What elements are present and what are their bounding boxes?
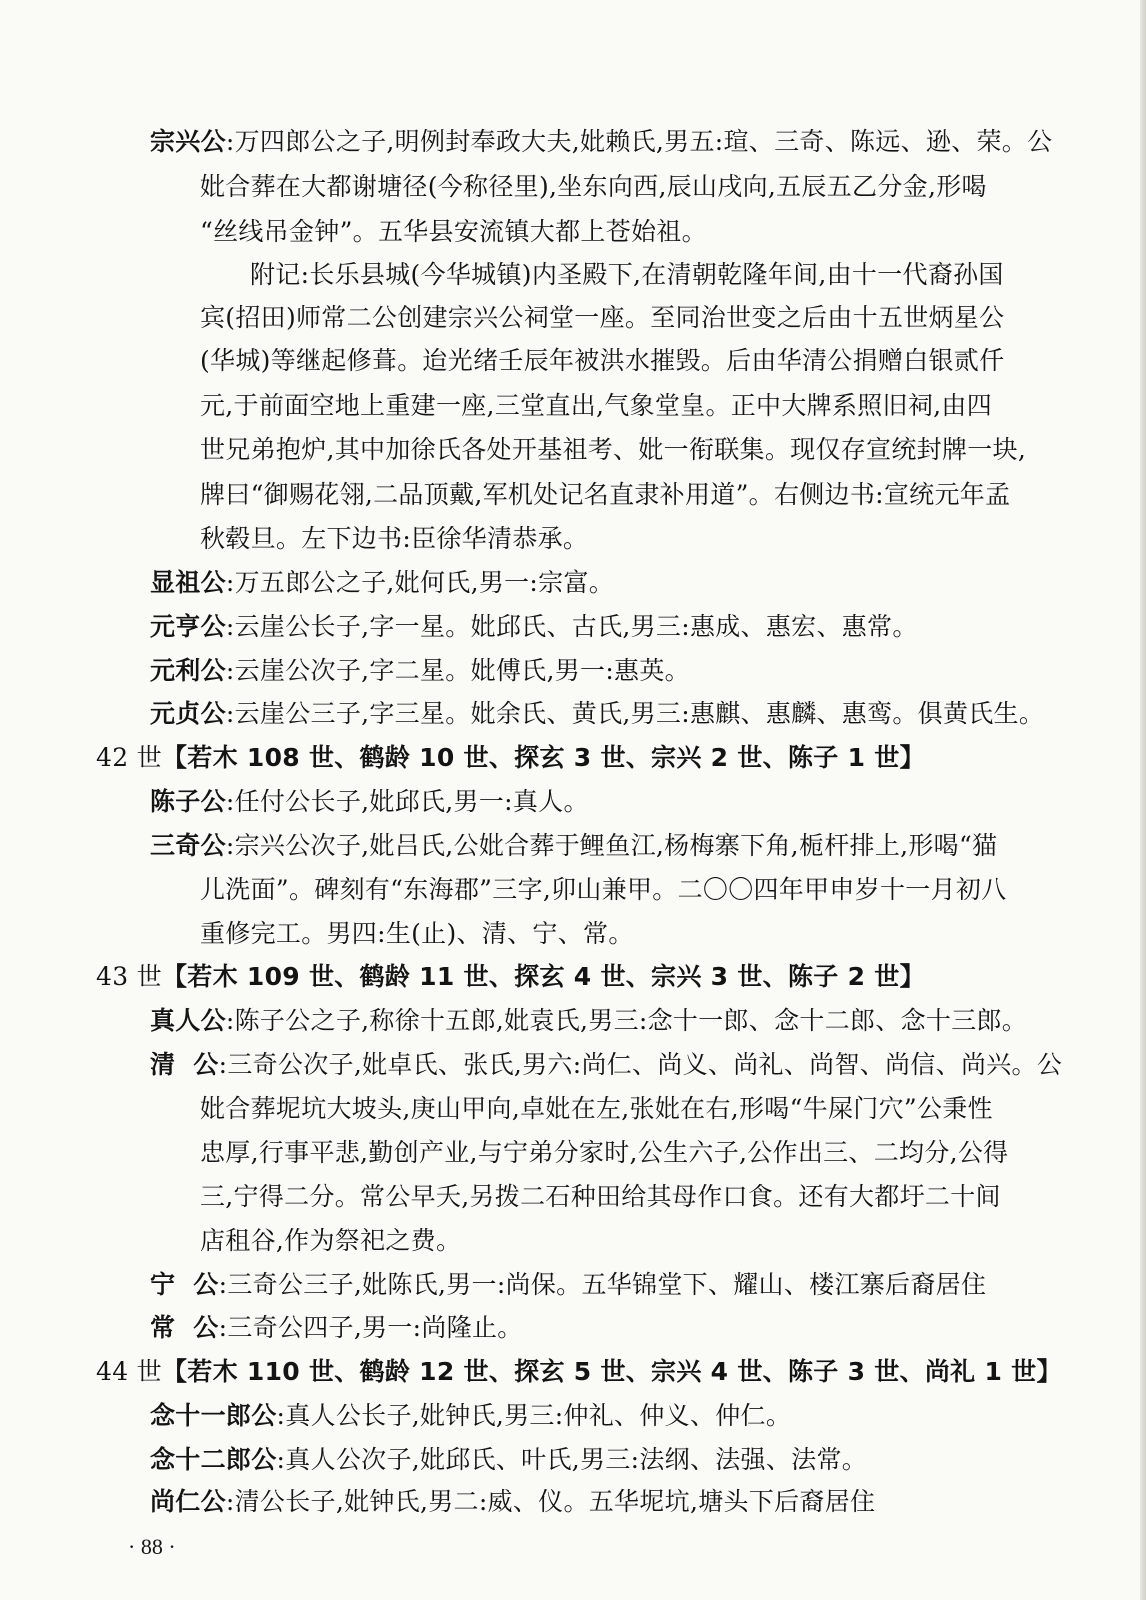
entry-qing-line1: 清 公:三奇公次子,妣卓氏、张氏,男六:尚仁、尚义、尚礼、尚智、尚信、尚兴。公 bbox=[150, 1050, 1063, 1079]
entry-qing-line5: 店租谷,作为祭祀之费。 bbox=[200, 1226, 462, 1255]
entry-chang: 常 公:三奇公四子,男一:尚隆止。 bbox=[150, 1313, 523, 1342]
generation-heading-44: 44 世【若木 110 世、鹤龄 12 世、探玄 5 世、宗兴 4 世、陈子 3 世、尚礼 1 世】 bbox=[96, 1357, 1062, 1386]
entry-qing-line3: 忠厚,行事平悲,勤创产业,与宁弟分家时,公生六子,公作出三、二均分,公得 bbox=[200, 1138, 1009, 1167]
entry-zongxing-line1: 宗兴公:万四郎公之子,明例封奉政大夫,妣赖氏,男五:瑄、三奇、陈远、逊、荣。公 bbox=[150, 127, 1053, 156]
page-number: · 88 · bbox=[128, 1534, 176, 1559]
entry-name: 元利公 bbox=[150, 656, 226, 685]
appendix-line1: 附记:长乐县城(今华城镇)内圣殿下,在清朝乾隆年间,由十一代裔孙国 bbox=[250, 260, 1004, 289]
entry-name: 真人公 bbox=[150, 1006, 226, 1035]
entry-qing-line4: 三,宁得二分。常公早夭,另拨二石种田给其母作口食。还有大都圩二十间 bbox=[200, 1182, 1001, 1211]
entry-name: 三奇公 bbox=[150, 831, 226, 860]
generation-heading-43: 43 世【若木 109 世、鹤龄 11 世、探玄 4 世、宗兴 3 世、陈子 2 世】 bbox=[96, 962, 925, 991]
entry-sanqi-line3: 重修完工。男四:生(止)、清、宁、常。 bbox=[200, 919, 634, 948]
entry-name: 尚仁公 bbox=[150, 1487, 226, 1516]
entry-sanqi-line2: 儿洗面”。碑刻有“东海郡”三字,卯山兼甲。二〇〇四年甲申岁十一月初八 bbox=[200, 875, 1007, 904]
appendix-line4: 元,于前面空地上重建一座,三堂直出,气象堂皇。正中大牌系照旧祠,由四 bbox=[200, 391, 992, 420]
entry-name: 念十一郎公 bbox=[150, 1401, 277, 1430]
entry-sanqi-line1: 三奇公:宗兴公次子,妣吕氏,公妣合葬于鲤鱼江,杨梅寨下角,栀杆排上,形喝“猫 bbox=[150, 831, 998, 860]
entry-yuanheng: 元亨公:云崖公长子,字一星。妣邱氏、古氏,男三:惠成、惠宏、惠常。 bbox=[150, 612, 918, 641]
entry-name: 元贞公 bbox=[150, 699, 226, 728]
entry-name: 元亨公 bbox=[150, 612, 226, 641]
entry-name: 常 公 bbox=[150, 1313, 219, 1342]
entry-qing-line2: 妣合葬坭坑大坡头,庚山甲向,卓妣在左,张妣在右,形喝“牛屎门穴”公秉性 bbox=[200, 1094, 993, 1123]
appendix-line5: 世兄弟抱炉,其中加徐氏各处开基祖考、妣一衔联集。现仅存宣统封牌一块, bbox=[200, 435, 1027, 464]
entry-yuanli: 元利公:云崖公次子,字二星。妣傅氏,男一:惠英。 bbox=[150, 656, 690, 685]
generation-heading-42: 42 世【若木 108 世、鹤龄 10 世、探玄 3 世、宗兴 2 世、陈子 1 世】 bbox=[96, 743, 925, 772]
entry-name: 宁 公 bbox=[150, 1270, 219, 1299]
entry-name: 宗兴公 bbox=[150, 127, 226, 156]
entry-zongxing-line3: “丝线吊金钟”。五华县安流镇大都上苍始祖。 bbox=[200, 217, 707, 246]
appendix-line7: 秋毂旦。左下边书:臣徐华清恭承。 bbox=[200, 524, 589, 553]
entry-nian11: 念十一郎公:真人公长子,妣钟氏,男三:仲礼、仲义、仲仁。 bbox=[150, 1401, 792, 1430]
entry-name: 清 公 bbox=[150, 1050, 219, 1079]
appendix-line2: 宾(招田)师常二公创建宗兴公祠堂一座。至同治世变之后由十五世炳星公 bbox=[200, 303, 1005, 332]
entry-nian12: 念十二郎公:真人公次子,妣邱氏、叶氏,男三:法纲、法强、法常。 bbox=[150, 1445, 868, 1474]
entry-chenzi: 陈子公:任付公长子,妣邱氏,男一:真人。 bbox=[150, 787, 589, 816]
entry-name: 念十二郎公 bbox=[150, 1445, 277, 1474]
entry-zongxing-line2: 妣合葬在大都谢塘径(今称径里),坐东向西,辰山戌向,五辰五乙分金,形喝 bbox=[200, 172, 987, 201]
entry-xianzu: 显祖公:万五郎公之子,妣何氏,男一:宗富。 bbox=[150, 568, 615, 597]
scan-edge bbox=[1140, 0, 1146, 1600]
entry-ning: 宁 公:三奇公三子,妣陈氏,男一:尚保。五华锦堂下、耀山、楼江寨后裔居住 bbox=[150, 1270, 987, 1299]
entry-name: 显祖公 bbox=[150, 568, 226, 597]
entry-zhenren: 真人公:陈子公之子,称徐十五郎,妣袁氏,男三:念十一郎、念十二郎、念十三郎。 bbox=[150, 1006, 1028, 1035]
appendix-line6: 牌曰“御赐花翎,二品顶戴,军机处记名直隶补用道”。右侧边书:宣统元年孟 bbox=[200, 480, 1011, 509]
entry-yuanzhen: 元贞公:云崖公三子,字三星。妣余氏、黄氏,男三:惠麒、惠麟、惠鸾。俱黄氏生。 bbox=[150, 699, 1045, 728]
appendix-line3: (华城)等继起修葺。迨光绪壬辰年被洪水摧毁。后由华清公捐赠白银贰仟 bbox=[200, 346, 1005, 375]
entry-name: 陈子公 bbox=[150, 787, 226, 816]
entry-shangren: 尚仁公:清公长子,妣钟氏,男二:威、仪。五华坭坑,塘头下后裔居住 bbox=[150, 1487, 876, 1516]
